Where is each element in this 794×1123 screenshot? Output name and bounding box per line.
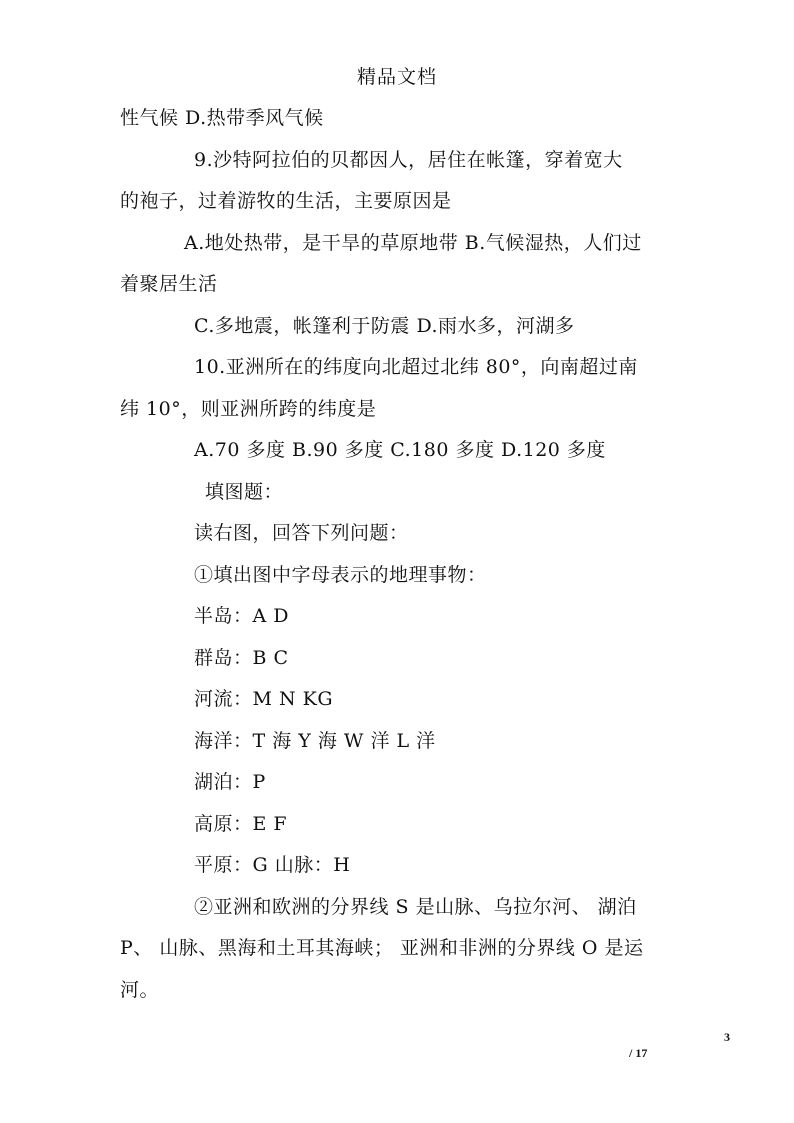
question-10-options: A.70 多度 B.90 多度 C.180 多度 D.120 多度 [194, 439, 606, 461]
question-10-line-1: 10.亚洲所在的纬度向北超过北纬 80°，向南超过南 [194, 356, 638, 378]
sub-question-1: ①填出图中字母表示的地理事物： [194, 564, 487, 586]
text-line: 性气候 D.热带季风气候 [120, 107, 324, 129]
answer-lake: 湖泊：P [194, 771, 266, 793]
page-header-title: 精品文档 [356, 66, 437, 88]
question-9-options-line-1: A.地处热带，是干旱的草原地带 B.气候湿热，人们过 [184, 232, 642, 254]
question-9-options-line-3: C.多地震，帐篷利于防震 D.雨水多，河湖多 [194, 315, 575, 337]
sub-question-2-line-1: ②亚洲和欧洲的分界线 S 是山脉、乌拉尔河、 湖泊 [194, 896, 637, 918]
answer-plateau: 高原：E F [194, 813, 288, 835]
answer-river: 河流：M N KG [194, 688, 334, 710]
page-number-current: 3 [724, 1030, 730, 1044]
instruction-line: 读右图，回答下列问题： [194, 522, 409, 544]
question-9-line-2: 的袍子，过着游牧的生活，主要原因是 [120, 190, 452, 212]
question-9-options-line-2: 着聚居生活 [120, 273, 218, 295]
question-9-line-1: 9.沙特阿拉伯的贝都因人，居住在帐篷，穿着宽大 [194, 149, 623, 171]
sub-question-2-line-2: P、 山脉、黑海和土耳其海峡； 亚洲和非洲的分界线 O 是运 [120, 937, 644, 959]
answer-archipelago: 群岛：B C [194, 647, 289, 669]
answer-plain-mountain: 平原：G 山脉：H [194, 854, 351, 876]
sub-question-2-line-3: 河。 [120, 979, 160, 1001]
question-10-line-2: 纬 10°，则亚洲所跨的纬度是 [120, 398, 377, 420]
section-heading-fill-map: 填图题： [205, 481, 284, 503]
answer-ocean: 海洋：T 海 Y 海 W 洋 L 洋 [194, 730, 436, 752]
page-number-total: / 17 [629, 1046, 648, 1060]
answer-peninsula: 半岛：A D [194, 605, 289, 627]
